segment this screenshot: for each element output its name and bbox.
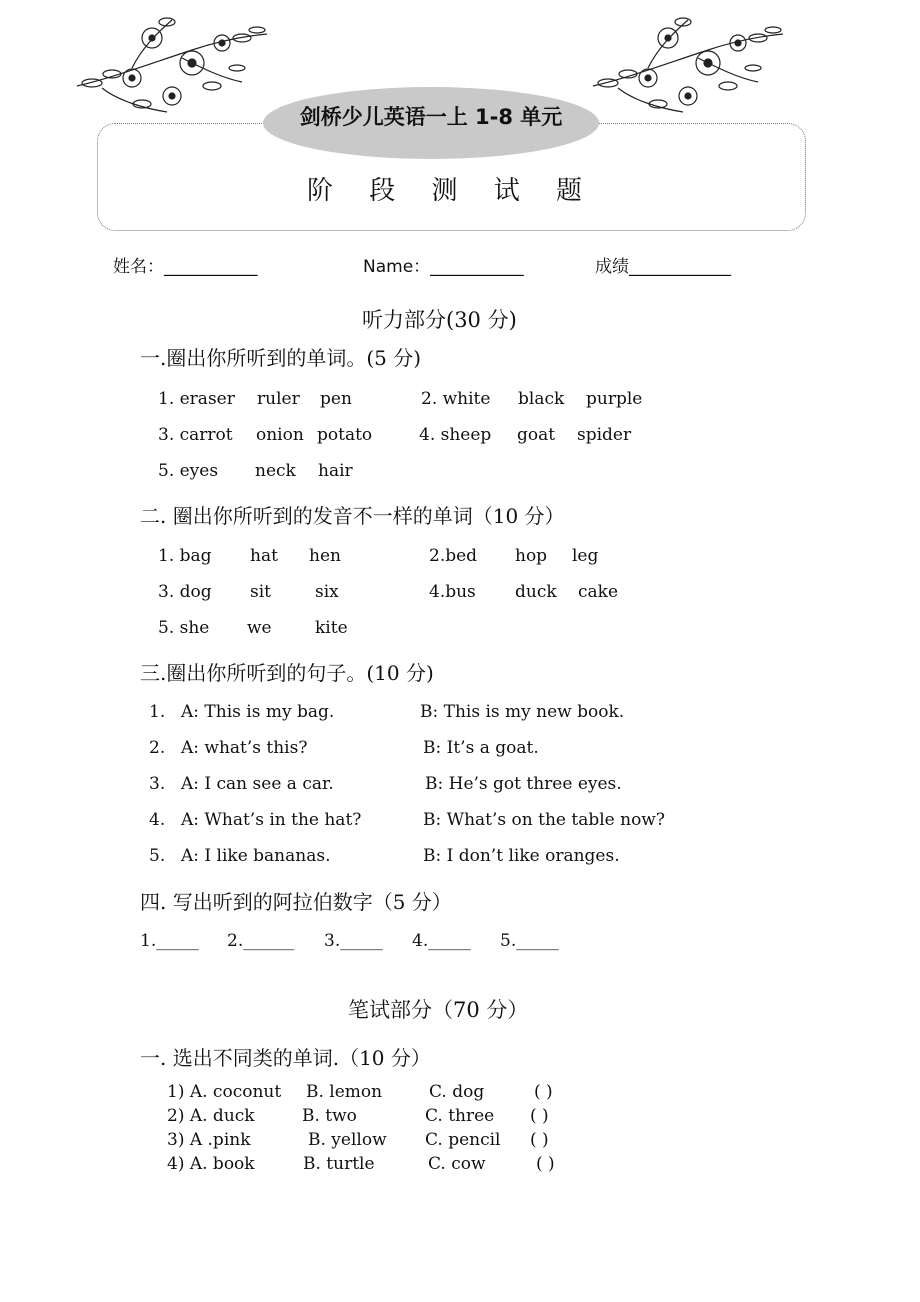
student-name-cn: 姓名：___________ [113, 257, 258, 277]
answer-paren[interactable]: ( ) [536, 1154, 555, 1174]
list-item: B. lemon [306, 1082, 383, 1102]
list-item: 4) A. book [167, 1154, 255, 1174]
list-item: B: What’s on the table now? [423, 810, 665, 830]
list-item: B: I don’t like oranges. [423, 846, 620, 866]
page-title: 阶 段 测 试 题 [306, 176, 597, 206]
list-item: leg [572, 546, 599, 566]
listening-q3-title: 三.圈出你所听到的句子。(10 分) [140, 661, 434, 685]
list-item: black [518, 389, 565, 409]
list-item: neck [255, 461, 296, 481]
list-item: 4. [149, 810, 166, 830]
list-item: A: I like bananas. [181, 846, 331, 866]
listening-q1-title: 一.圈出你所听到的单词。(5 分) [140, 346, 422, 370]
list-item: 1. eraser [158, 389, 235, 409]
list-item: hop [515, 546, 548, 566]
answer-paren[interactable]: ( ) [534, 1082, 553, 1102]
list-item: C. dog [429, 1082, 485, 1102]
answer-paren[interactable]: ( ) [530, 1106, 549, 1126]
answer-blank[interactable]: 1._____ [140, 931, 199, 951]
list-item: 2) A. duck [167, 1106, 255, 1126]
list-item: purple [586, 389, 643, 409]
list-item: C. pencil [425, 1130, 501, 1150]
list-item: 3. dog [158, 582, 212, 602]
answer-paren[interactable]: ( ) [530, 1130, 549, 1150]
writing-q1-title: 一. 选出不同类的单词.（10 分） [140, 1046, 431, 1070]
listening-q4-title: 四. 写出听到的阿拉伯数字（5 分） [140, 890, 452, 914]
list-item: 1) A. coconut [167, 1082, 282, 1102]
list-item: 5. she [158, 618, 210, 638]
list-item: C. cow [428, 1154, 486, 1174]
answer-blank[interactable]: 3._____ [324, 931, 383, 951]
list-item: 5. eyes [158, 461, 219, 481]
student-name-en: Name：___________ [363, 257, 524, 277]
list-item: spider [577, 425, 632, 445]
list-item: 2.bed [429, 546, 478, 566]
list-item: 3. carrot [158, 425, 233, 445]
list-item: B. turtle [303, 1154, 375, 1174]
list-item: 5. [149, 846, 166, 866]
list-item: 4. sheep [419, 425, 492, 445]
list-item: pen [320, 389, 352, 409]
list-item: sit [250, 582, 271, 602]
list-item: A: What’s in the hat? [181, 810, 362, 830]
list-item: cake [578, 582, 619, 602]
list-item: onion [256, 425, 304, 445]
flower-ornament-right [588, 8, 788, 120]
list-item: we [247, 618, 272, 638]
list-item: B. yellow [308, 1130, 387, 1150]
list-item: hair [318, 461, 353, 481]
list-item: C. three [425, 1106, 495, 1126]
list-item: B: He’s got three eyes. [425, 774, 622, 794]
list-item: 2. [149, 738, 166, 758]
list-item: A: This is my bag. [181, 702, 335, 722]
listening-title: 听力部分(30 分) [362, 308, 517, 332]
list-item: potato [317, 425, 373, 445]
list-item: hat [250, 546, 278, 566]
answer-blank[interactable]: 5._____ [500, 931, 559, 951]
list-item: B: It’s a goat. [423, 738, 539, 758]
list-item: ruler [257, 389, 300, 409]
list-item: B: This is my new book. [420, 702, 625, 722]
answer-blank[interactable]: 2.______ [227, 931, 295, 951]
score-field: 成绩____________ [595, 257, 731, 277]
listening-q2-title: 二. 圈出你所听到的发音不一样的单词（10 分） [140, 504, 565, 528]
writing-title: 笔试部分（70 分） [348, 998, 529, 1022]
list-item: six [315, 582, 339, 602]
list-item: A: what’s this? [181, 738, 308, 758]
list-item: 3. [149, 774, 166, 794]
list-item: goat [517, 425, 556, 445]
list-item: 1. bag [158, 546, 212, 566]
list-item: 2. white [421, 389, 491, 409]
list-item: 4.bus [429, 582, 476, 602]
list-item: hen [309, 546, 341, 566]
list-item: duck [515, 582, 557, 602]
answer-blank[interactable]: 4._____ [412, 931, 471, 951]
list-item: 1. [149, 702, 166, 722]
list-item: kite [315, 618, 348, 638]
list-item: 3) A .pink [167, 1130, 251, 1150]
list-item: B. two [302, 1106, 357, 1126]
flower-ornament-left [72, 8, 272, 120]
header-subtitle: 剑桥少儿英语一上 1-8 单元 [299, 105, 563, 129]
list-item: A: I can see a car. [181, 774, 334, 794]
